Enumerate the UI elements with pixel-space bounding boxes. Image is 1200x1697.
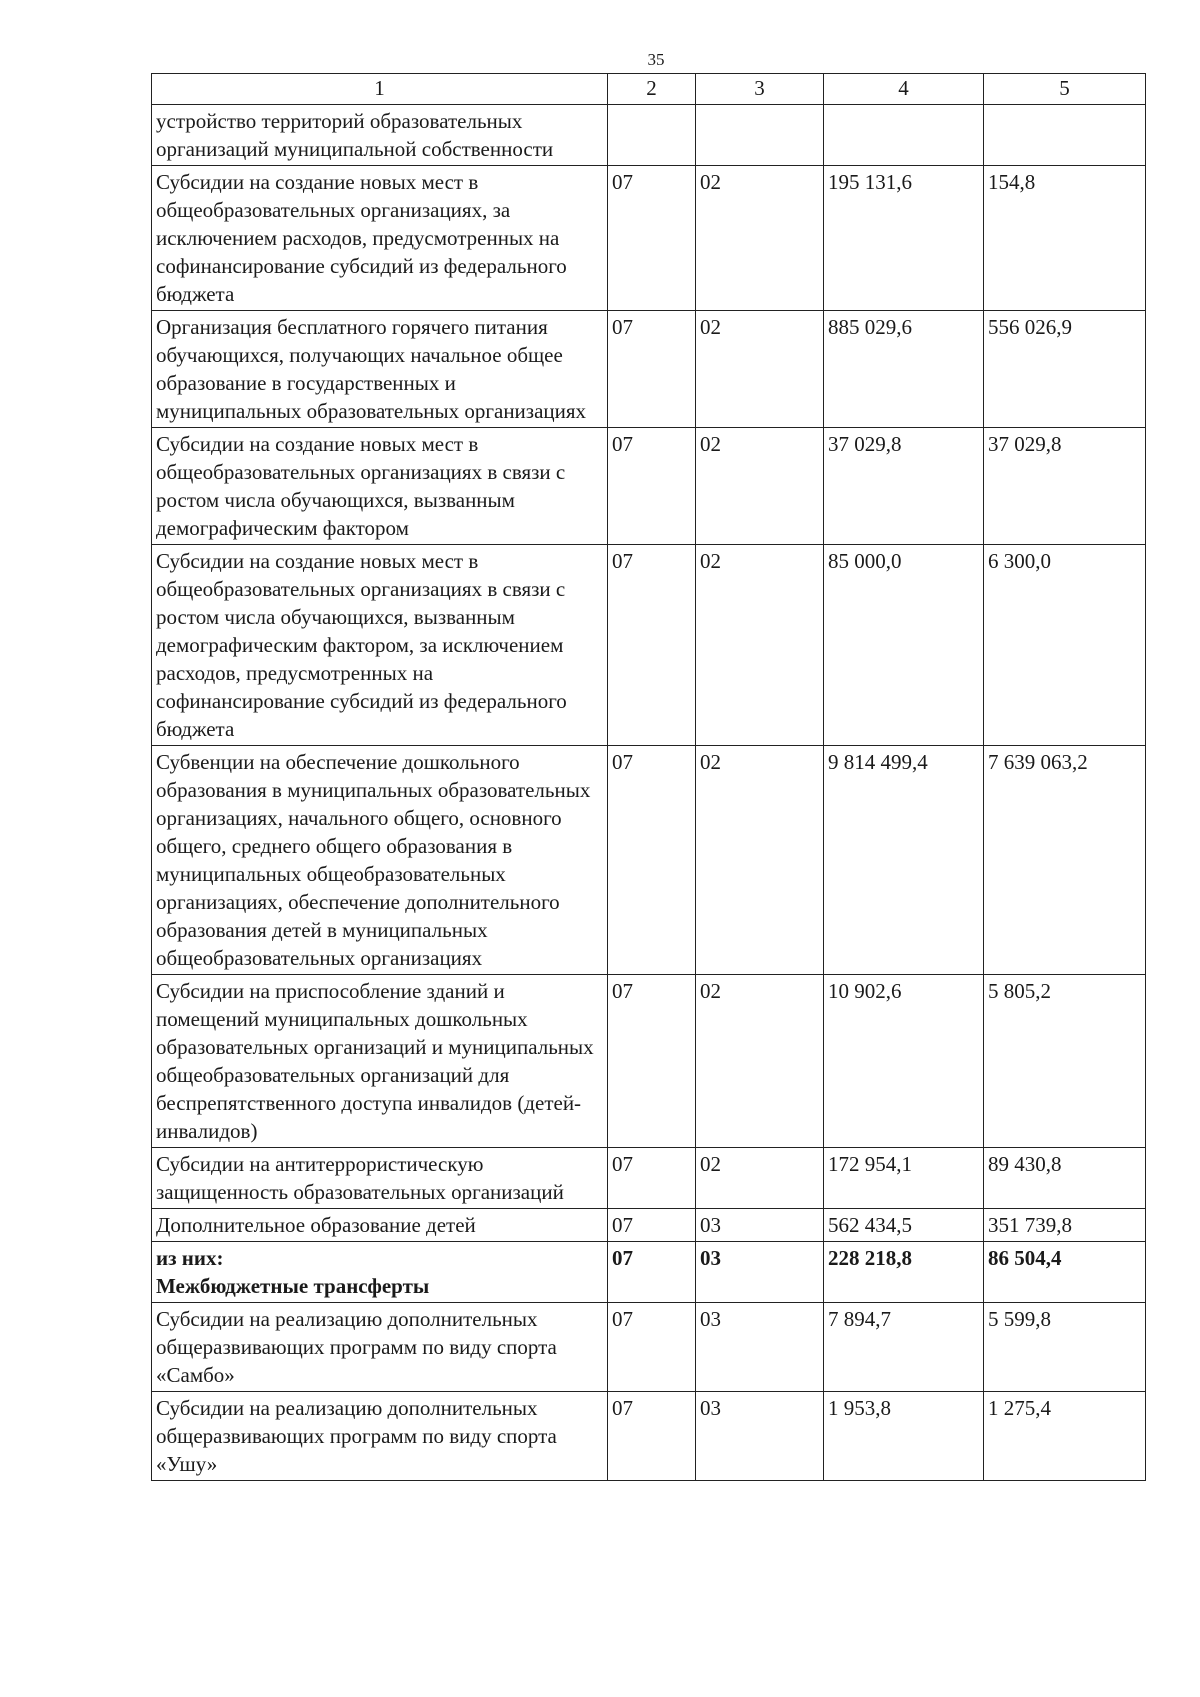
cell-name: Субсидии на приспособление зданий и помещений муниципальных дошкольных образовательных организаций и муниципальных общеобразовательных организаций для беспрепятственного доступа инвалидов (детей-инвалидов) [152,975,608,1148]
cell-executed: 1 275,4 [984,1392,1146,1481]
cell-amount: 1 953,8 [824,1392,984,1481]
header-col-4: 4 [824,74,984,105]
header-row [152,74,1146,105]
cell-amount: 37 029,8 [824,428,984,545]
table-body [152,105,1146,1481]
table-row [152,1209,1146,1242]
table-row [152,166,1146,311]
header-col-5: 5 [984,74,1146,105]
cell-amount: 85 000,0 [824,545,984,746]
cell-section: 07 [608,746,696,975]
cell-subsection: 02 [696,975,824,1148]
cell-name: Дополнительное образование детей [152,1209,608,1242]
cell-name: устройство территорий образовательных организаций муниципальной собственности [152,105,608,166]
cell-name: Субсидии на создание новых мест в общеобразовательных организациях в связи с ростом числа обучающихся, вызванным демографическим фактором [152,428,608,545]
cell-amount: 195 131,6 [824,166,984,311]
cell-section: 07 [608,311,696,428]
header-col-2: 2 [608,74,696,105]
header-col-3: 3 [696,74,824,105]
cell-section: 07 [608,975,696,1148]
cell-name: Субсидии на создание новых мест в общеобразовательных организациях, за исключением расходов, предусмотренных на софинансирование субсидий из федерального бюджета [152,166,608,311]
cell-executed: 6 300,0 [984,545,1146,746]
table-row [152,105,1146,166]
table-row [152,746,1146,975]
table-row [152,428,1146,545]
cell-name: Субсидии на реализацию дополнительных общеразвивающих программ по виду спорта «Ушу» [152,1392,608,1481]
cell-section: 07 [608,1392,696,1481]
table-row [152,1242,1146,1303]
cell-section: 07 [608,428,696,545]
cell-section: 07 [608,1148,696,1209]
cell-name: Организация бесплатного горячего питания обучающихся, получающих начальное общее образование в государственных и муниципальных образовательных организациях [152,311,608,428]
cell-amount: 228 218,8 [824,1242,984,1303]
table-row [152,1148,1146,1209]
cell-executed: 86 504,4 [984,1242,1146,1303]
cell-subsection: 02 [696,545,824,746]
cell-name: из них: Межбюджетные трансферты [152,1242,608,1303]
cell-executed: 154,8 [984,166,1146,311]
cell-executed: 556 026,9 [984,311,1146,428]
cell-subsection: 02 [696,1148,824,1209]
cell-section: 07 [608,545,696,746]
cell-amount: 172 954,1 [824,1148,984,1209]
cell-subsection: 03 [696,1242,824,1303]
cell-executed: 7 639 063,2 [984,746,1146,975]
cell-executed: 89 430,8 [984,1148,1146,1209]
cell-subsection: 02 [696,746,824,975]
cell-section: 07 [608,1209,696,1242]
cell-subsection: 03 [696,1303,824,1392]
cell-section: 07 [608,166,696,311]
page-number: 35 [647,50,665,69]
cell-section: 07 [608,1303,696,1392]
cell-amount: 10 902,6 [824,975,984,1148]
budget-table [151,73,1146,1481]
table-row [152,1303,1146,1392]
cell-name: Субсидии на создание новых мест в общеобразовательных организациях в связи с ростом числа обучающихся, вызванным демографическим фактором, за исключением расходов, предусмотренных на софинансирование субсидий из федерального бюджета [152,545,608,746]
table-row [152,1392,1146,1481]
cell-subsection [696,105,824,166]
cell-section: 07 [608,1242,696,1303]
cell-amount [824,105,984,166]
cell-executed: 5 599,8 [984,1303,1146,1392]
cell-amount: 7 894,7 [824,1303,984,1392]
cell-name: Субвенции на обеспечение дошкольного образования в муниципальных образовательных организациях, начального общего, основного общего, среднего общего образования в муниципальных общеобразовательных организациях, обеспечение дополнительного образования детей в муниципальных общеобразовательных организациях [152,746,608,975]
cell-executed [984,105,1146,166]
cell-subsection: 03 [696,1209,824,1242]
cell-name: Субсидии на антитеррористическую защищенность образовательных организаций [152,1148,608,1209]
cell-name: Субсидии на реализацию дополнительных общеразвивающих программ по виду спорта «Самбо» [152,1303,608,1392]
cell-amount: 885 029,6 [824,311,984,428]
cell-subsection: 02 [696,428,824,545]
cell-subsection: 03 [696,1392,824,1481]
cell-executed: 37 029,8 [984,428,1146,545]
table-row [152,311,1146,428]
header-col-1: 1 [152,74,608,105]
cell-section [608,105,696,166]
cell-amount: 9 814 499,4 [824,746,984,975]
table-row [152,545,1146,746]
cell-executed: 351 739,8 [984,1209,1146,1242]
cell-subsection: 02 [696,311,824,428]
table-header [152,74,1146,105]
cell-subsection: 02 [696,166,824,311]
table-row [152,975,1146,1148]
cell-executed: 5 805,2 [984,975,1146,1148]
cell-amount: 562 434,5 [824,1209,984,1242]
